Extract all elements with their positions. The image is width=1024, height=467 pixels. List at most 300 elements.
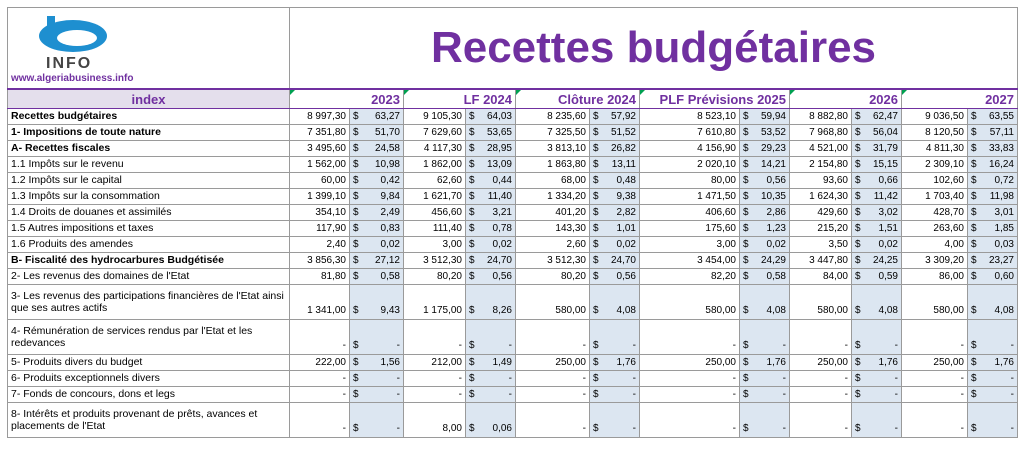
value-cell: 212,00	[404, 355, 466, 371]
usd-value: 4,08	[878, 305, 898, 316]
currency-symbol: $	[593, 357, 599, 368]
usd-value-cell	[968, 189, 1018, 205]
value-cell: 3 512,30	[516, 253, 590, 269]
value-cell: 429,60	[790, 205, 852, 221]
value-cell: 81,80	[290, 269, 350, 285]
value-cell: -	[404, 371, 466, 387]
table-row	[8, 237, 1018, 253]
usd-value: 0,72	[994, 175, 1014, 186]
usd-value-cell	[350, 141, 404, 157]
currency-symbol: $	[743, 239, 749, 250]
column-header: Clôture 2024	[516, 89, 640, 109]
value-cell: 250,00	[516, 355, 590, 371]
currency-symbol: $	[469, 127, 475, 138]
value-cell: 3 813,10	[516, 141, 590, 157]
usd-value-cell	[852, 285, 902, 320]
currency-symbol: $	[593, 191, 599, 202]
currency-symbol: $	[469, 305, 475, 316]
logo-cell	[8, 8, 290, 90]
usd-value-cell	[968, 320, 1018, 355]
value-cell: 9 036,50	[902, 109, 968, 125]
usd-value: -	[632, 340, 636, 351]
value-cell: -	[902, 403, 968, 438]
usd-value-cell	[740, 269, 790, 285]
usd-value-cell	[350, 371, 404, 387]
cell-marker-icon	[902, 90, 907, 95]
value-cell: 580,00	[902, 285, 968, 320]
usd-value: 0,60	[994, 271, 1014, 282]
usd-value: 0,02	[380, 239, 400, 250]
currency-symbol: $	[469, 357, 475, 368]
usd-value: -	[1010, 423, 1014, 434]
column-header: 2027	[902, 89, 1018, 109]
currency-symbol: $	[593, 223, 599, 234]
value-cell: 3 512,30	[404, 253, 466, 269]
value-cell: 1 334,20	[516, 189, 590, 205]
usd-value: 26,82	[610, 143, 636, 154]
usd-value: 16,24	[988, 159, 1014, 170]
value-cell: 80,20	[404, 269, 466, 285]
table-row	[8, 157, 1018, 173]
value-cell: 7 325,50	[516, 125, 590, 141]
usd-value-cell	[590, 221, 640, 237]
usd-value-cell	[350, 253, 404, 269]
usd-value: 1,49	[492, 357, 512, 368]
row-label: 1.3 Impôts sur la consommation	[8, 189, 290, 205]
value-cell: 2,60	[516, 237, 590, 253]
cell-marker-icon	[404, 90, 409, 95]
cell-marker-icon	[790, 90, 795, 95]
value-cell: -	[516, 371, 590, 387]
usd-value: 0,03	[994, 239, 1014, 250]
value-cell: 250,00	[640, 355, 740, 371]
value-cell: 2 154,80	[790, 157, 852, 173]
currency-symbol: $	[469, 239, 475, 250]
value-cell: 68,00	[516, 173, 590, 189]
usd-value: 1,85	[994, 223, 1014, 234]
currency-symbol: $	[593, 373, 599, 384]
usd-value-cell	[740, 403, 790, 438]
usd-value: 29,23	[760, 143, 786, 154]
row-label: 4- Rémunération de services rendus par l'Etat et les redevances	[8, 320, 290, 355]
value-cell: 60,00	[290, 173, 350, 189]
currency-symbol: $	[855, 111, 861, 122]
value-cell: 1 703,40	[902, 189, 968, 205]
value-cell: 4,00	[902, 237, 968, 253]
value-cell: 4 117,30	[404, 141, 466, 157]
currency-symbol: $	[353, 111, 359, 122]
value-cell: 401,20	[516, 205, 590, 221]
row-label: 1.5 Autres impositions et taxes	[8, 221, 290, 237]
usd-value: 1,76	[766, 357, 786, 368]
value-cell: 1 341,00	[290, 285, 350, 320]
usd-value-cell	[590, 253, 640, 269]
usd-value-cell	[466, 269, 516, 285]
value-cell: 8 523,10	[640, 109, 740, 125]
usd-value: 14,21	[760, 159, 786, 170]
table-row	[8, 403, 1018, 438]
column-header-row	[8, 89, 1018, 109]
row-label: 3- Les revenus des participations financières de l'Etat ainsi que ses autres actifs	[8, 285, 290, 320]
currency-symbol: $	[743, 389, 749, 400]
cell-marker-icon	[516, 90, 521, 95]
currency-symbol: $	[855, 159, 861, 170]
row-label: 2- Les revenus des domaines de l'Etat	[8, 269, 290, 285]
column-header: LF 2024	[404, 89, 516, 109]
value-cell: 9 105,30	[404, 109, 466, 125]
usd-value: -	[894, 389, 898, 400]
usd-value-cell	[590, 157, 640, 173]
currency-symbol: $	[593, 239, 599, 250]
value-cell: 1 621,70	[404, 189, 466, 205]
usd-value-cell	[852, 205, 902, 221]
currency-symbol: $	[469, 223, 475, 234]
value-cell: 175,60	[640, 221, 740, 237]
usd-value-cell	[466, 125, 516, 141]
currency-symbol: $	[971, 143, 977, 154]
usd-value: 1,76	[616, 357, 636, 368]
usd-value: 57,11	[989, 127, 1014, 138]
usd-value-cell	[740, 205, 790, 221]
table-row	[8, 269, 1018, 285]
usd-value-cell	[466, 157, 516, 173]
value-cell: 3 447,80	[790, 253, 852, 269]
value-cell: 580,00	[516, 285, 590, 320]
usd-value-cell	[350, 221, 404, 237]
currency-symbol: $	[971, 373, 977, 384]
usd-value-cell	[852, 221, 902, 237]
currency-symbol: $	[469, 271, 475, 282]
usd-value: -	[894, 423, 898, 434]
usd-value-cell	[740, 371, 790, 387]
value-cell: 1 175,00	[404, 285, 466, 320]
usd-value-cell	[968, 237, 1018, 253]
value-cell: 580,00	[790, 285, 852, 320]
row-label: A- Recettes fiscales	[8, 141, 290, 157]
currency-symbol: $	[469, 191, 475, 202]
value-cell: 250,00	[790, 355, 852, 371]
currency-symbol: $	[971, 223, 977, 234]
currency-symbol: $	[353, 423, 359, 434]
usd-value: -	[508, 389, 512, 400]
usd-value-cell	[740, 141, 790, 157]
cell-marker-icon	[640, 90, 645, 95]
cell-marker-icon	[290, 90, 295, 95]
currency-symbol: $	[469, 111, 475, 122]
usd-value-cell	[350, 109, 404, 125]
value-cell: -	[640, 320, 740, 355]
usd-value-cell	[852, 387, 902, 403]
currency-symbol: $	[743, 223, 749, 234]
currency-symbol: $	[743, 191, 749, 202]
usd-value: 53,65	[486, 127, 512, 138]
usd-value-cell	[740, 387, 790, 403]
value-cell: 250,00	[902, 355, 968, 371]
row-label: 1.4 Droits de douanes et assimilés	[8, 205, 290, 221]
currency-symbol: $	[353, 389, 359, 400]
currency-symbol: $	[593, 389, 599, 400]
value-cell: -	[640, 371, 740, 387]
usd-value-cell	[968, 221, 1018, 237]
usd-value: 27,12	[374, 255, 400, 266]
usd-value-cell	[350, 237, 404, 253]
usd-value: -	[1010, 340, 1014, 351]
value-cell: -	[790, 387, 852, 403]
value-cell: -	[902, 387, 968, 403]
currency-symbol: $	[971, 127, 977, 138]
row-label: Recettes budgétaires	[8, 109, 290, 125]
usd-value: 0,02	[766, 239, 786, 250]
value-cell: 428,70	[902, 205, 968, 221]
column-header: 2023	[290, 89, 404, 109]
usd-value-cell	[740, 221, 790, 237]
usd-value-cell	[590, 403, 640, 438]
table-row	[8, 125, 1018, 141]
value-cell: -	[404, 320, 466, 355]
usd-value: -	[632, 373, 636, 384]
usd-value: 0,06	[492, 423, 512, 434]
usd-value: 0,48	[616, 175, 636, 186]
currency-symbol: $	[855, 271, 861, 282]
value-cell: 263,60	[902, 221, 968, 237]
usd-value: 0,56	[766, 175, 786, 186]
value-cell: 7 968,80	[790, 125, 852, 141]
value-cell: 93,60	[790, 173, 852, 189]
value-cell: 1 471,50	[640, 189, 740, 205]
value-cell: 2 020,10	[640, 157, 740, 173]
usd-value-cell	[852, 269, 902, 285]
row-label: 8- Intérêts et produits provenant de prêts, avances et placements de l'Etat	[8, 403, 290, 438]
usd-value: 2,86	[766, 207, 786, 218]
usd-value-cell	[466, 403, 516, 438]
currency-symbol: $	[971, 357, 977, 368]
usd-value: 24,58	[374, 143, 400, 154]
usd-value-cell	[466, 371, 516, 387]
value-cell: -	[640, 387, 740, 403]
usd-value-cell	[852, 355, 902, 371]
currency-symbol: $	[743, 373, 749, 384]
usd-value: 11,98	[989, 191, 1014, 202]
value-cell: 1 624,30	[790, 189, 852, 205]
value-cell: 1 399,10	[290, 189, 350, 205]
currency-symbol: $	[971, 207, 977, 218]
usd-value: -	[508, 340, 512, 351]
currency-symbol: $	[971, 111, 977, 122]
usd-value: 0,66	[878, 175, 898, 186]
usd-value: 57,92	[610, 111, 636, 122]
value-cell: 2 309,10	[902, 157, 968, 173]
usd-value: 0,02	[492, 239, 512, 250]
currency-symbol: $	[855, 423, 861, 434]
value-cell: 102,60	[902, 173, 968, 189]
value-cell: 80,00	[640, 173, 740, 189]
usd-value-cell	[590, 125, 640, 141]
row-label: 1.1 Impôts sur le revenu	[8, 157, 290, 173]
value-cell: 8,00	[404, 403, 466, 438]
currency-symbol: $	[593, 175, 599, 186]
usd-value: 2,49	[380, 207, 400, 218]
value-cell: 2,40	[290, 237, 350, 253]
usd-value-cell	[740, 320, 790, 355]
currency-symbol: $	[971, 389, 977, 400]
usd-value-cell	[852, 157, 902, 173]
currency-symbol: $	[971, 305, 977, 316]
row-label: 1- Impositions de toute nature	[8, 125, 290, 141]
value-cell: 3,50	[790, 237, 852, 253]
currency-symbol: $	[353, 191, 359, 202]
table-row	[8, 355, 1018, 371]
usd-value-cell	[466, 237, 516, 253]
usd-value-cell	[466, 285, 516, 320]
currency-symbol: $	[353, 127, 359, 138]
currency-symbol: $	[971, 239, 977, 250]
usd-value-cell	[852, 371, 902, 387]
usd-value: 2,82	[616, 207, 636, 218]
currency-symbol: $	[593, 271, 599, 282]
usd-value-cell	[968, 285, 1018, 320]
currency-symbol: $	[855, 357, 861, 368]
currency-symbol: $	[593, 423, 599, 434]
currency-symbol: $	[743, 305, 749, 316]
value-cell: 111,40	[404, 221, 466, 237]
currency-symbol: $	[469, 207, 475, 218]
usd-value-cell	[466, 205, 516, 221]
usd-value-cell	[590, 173, 640, 189]
currency-symbol: $	[469, 175, 475, 186]
usd-value: 56,04	[872, 127, 898, 138]
currency-symbol: $	[855, 175, 861, 186]
usd-value: 31,79	[872, 143, 898, 154]
usd-value: 0,02	[878, 239, 898, 250]
currency-symbol: $	[469, 255, 475, 266]
usd-value-cell	[466, 387, 516, 403]
usd-value-cell	[350, 125, 404, 141]
usd-value: 23,27	[988, 255, 1014, 266]
logo-text: INFO	[46, 55, 93, 72]
currency-symbol: $	[971, 191, 977, 202]
usd-value-cell	[466, 355, 516, 371]
currency-symbol: $	[743, 143, 749, 154]
value-cell: -	[790, 320, 852, 355]
currency-symbol: $	[593, 340, 599, 351]
usd-value: 63,27	[374, 111, 400, 122]
usd-value: 9,84	[380, 191, 400, 202]
table-row	[8, 141, 1018, 157]
value-cell: 62,60	[404, 173, 466, 189]
column-header: PLF Prévisions 2025	[640, 89, 790, 109]
currency-symbol: $	[593, 207, 599, 218]
usd-value: -	[894, 340, 898, 351]
usd-value-cell	[852, 189, 902, 205]
value-cell: 3 309,20	[902, 253, 968, 269]
usd-value-cell	[350, 189, 404, 205]
usd-value-cell	[968, 125, 1018, 141]
currency-symbol: $	[855, 340, 861, 351]
value-cell: 3,00	[404, 237, 466, 253]
currency-symbol: $	[593, 159, 599, 170]
usd-value: -	[782, 423, 786, 434]
usd-value: 11,42	[873, 191, 898, 202]
usd-value-cell	[350, 387, 404, 403]
usd-value: 8,26	[492, 305, 512, 316]
usd-value-cell	[466, 109, 516, 125]
value-cell: 7 629,60	[404, 125, 466, 141]
value-cell: -	[790, 371, 852, 387]
usd-value: -	[508, 373, 512, 384]
usd-value-cell	[740, 253, 790, 269]
table-row	[8, 320, 1018, 355]
currency-symbol: $	[743, 357, 749, 368]
usd-value: 15,15	[872, 159, 898, 170]
usd-value-cell	[968, 157, 1018, 173]
usd-value-cell	[968, 109, 1018, 125]
usd-value: -	[396, 340, 400, 351]
usd-value: -	[396, 373, 400, 384]
currency-symbol: $	[743, 207, 749, 218]
usd-value: -	[782, 373, 786, 384]
usd-value: 28,95	[486, 143, 512, 154]
currency-symbol: $	[353, 271, 359, 282]
usd-value: 1,76	[994, 357, 1014, 368]
usd-value-cell	[590, 285, 640, 320]
usd-value: 1,51	[878, 223, 898, 234]
usd-value: 0,56	[492, 271, 512, 282]
usd-value-cell	[590, 237, 640, 253]
usd-value: 9,43	[380, 305, 400, 316]
usd-value-cell	[590, 355, 640, 371]
table-row	[8, 371, 1018, 387]
usd-value: -	[396, 423, 400, 434]
usd-value: 51,70	[374, 127, 400, 138]
usd-value-cell	[968, 355, 1018, 371]
usd-value-cell	[350, 355, 404, 371]
value-cell: -	[290, 371, 350, 387]
usd-value: 0,83	[380, 223, 400, 234]
page-title: Recettes budgétaires	[430, 23, 877, 72]
value-cell: 406,60	[640, 205, 740, 221]
value-cell: -	[790, 403, 852, 438]
usd-value-cell	[968, 403, 1018, 438]
value-cell: 143,30	[516, 221, 590, 237]
usd-value: -	[782, 389, 786, 400]
usd-value: 51,52	[610, 127, 636, 138]
usd-value-cell	[968, 269, 1018, 285]
currency-symbol: $	[743, 175, 749, 186]
value-cell: 215,20	[790, 221, 852, 237]
usd-value: 0,59	[878, 271, 898, 282]
usd-value-cell	[350, 403, 404, 438]
row-label: 1.6 Produits des amendes	[8, 237, 290, 253]
usd-value: 10,35	[760, 191, 786, 202]
table-row	[8, 205, 1018, 221]
usd-value-cell	[590, 371, 640, 387]
currency-symbol: $	[971, 271, 977, 282]
value-cell: 80,20	[516, 269, 590, 285]
usd-value: 63,55	[988, 111, 1014, 122]
usd-value: 1,56	[380, 357, 400, 368]
usd-value-cell	[466, 253, 516, 269]
usd-value: 1,23	[766, 223, 786, 234]
usd-value-cell	[350, 205, 404, 221]
usd-value: -	[1010, 389, 1014, 400]
currency-symbol: $	[353, 373, 359, 384]
usd-value-cell	[466, 221, 516, 237]
currency-symbol: $	[353, 305, 359, 316]
currency-symbol: $	[353, 357, 359, 368]
table-row	[8, 221, 1018, 237]
usd-value-cell	[466, 141, 516, 157]
usd-value-cell	[590, 141, 640, 157]
